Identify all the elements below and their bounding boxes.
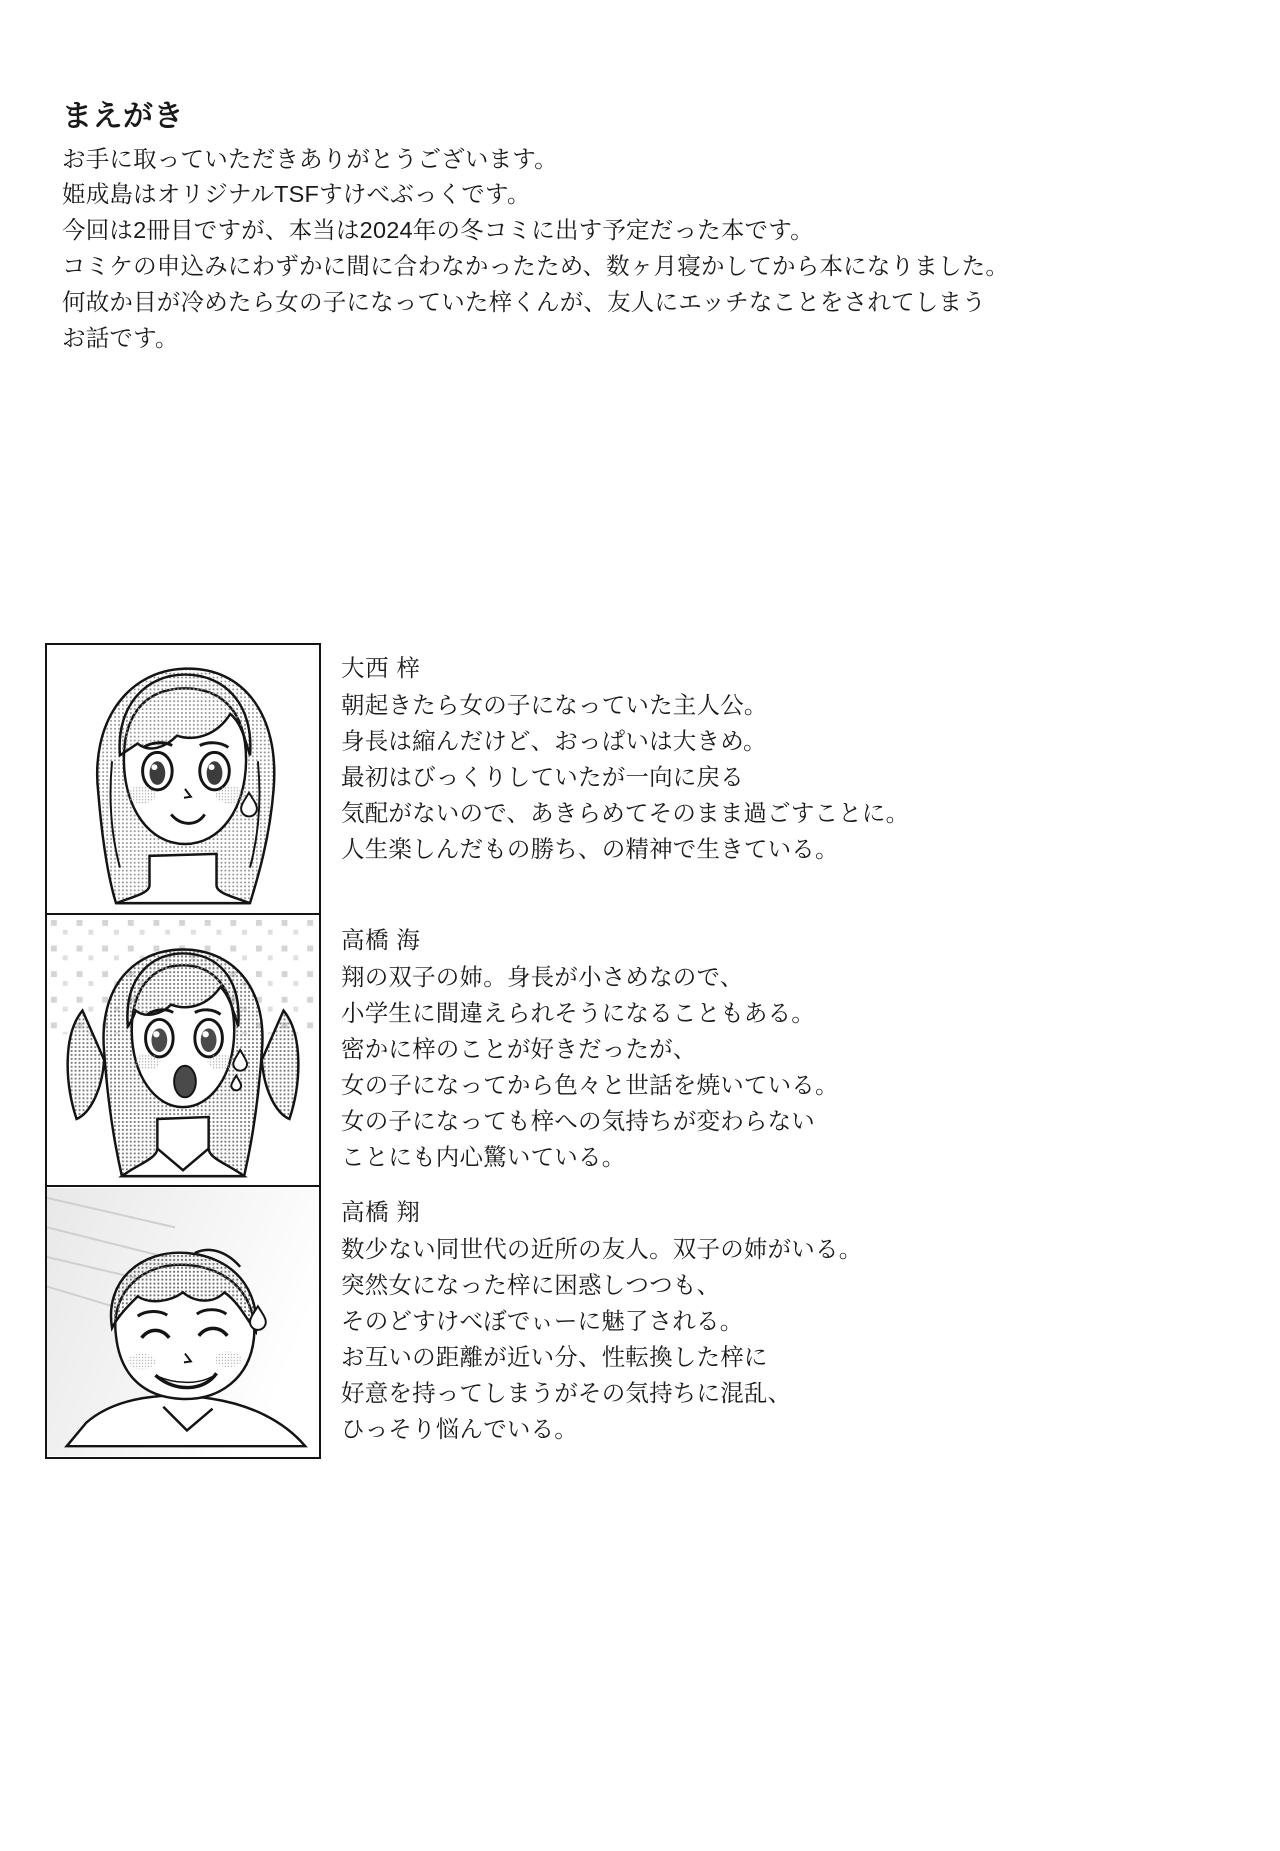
character-description-line: 数少ない同世代の近所の友人。双子の姉がいる。 <box>341 1236 863 1263</box>
character-description-line: 朝起きたら女の子になっていた主人公。 <box>341 692 768 719</box>
character-text <box>341 1187 862 1448</box>
preface-line: コミケの申込みにわずかに間に合わなかったため、数ヶ月寝かしてから本になりました。 <box>62 253 1010 280</box>
character-portrait-frame <box>45 915 321 1187</box>
character-description-line: 翔の双子の姉。身長が小さめなので、 <box>341 964 744 991</box>
character-description-line: 最初はびっくりしていたが一向に戻る <box>341 764 744 791</box>
kakeru-portrait-illustration <box>47 1187 319 1457</box>
preface-line: 姫成島はオリジナルTSFすけべぶっくです。 <box>62 181 531 208</box>
character-portrait-frame <box>45 643 321 915</box>
character-description <box>341 960 839 1176</box>
umi-portrait-illustration <box>47 915 319 1185</box>
azusa-portrait-illustration <box>47 645 319 913</box>
character-entry <box>45 643 1235 915</box>
character-description-line: 人生楽しんだもの勝ち、の精神で生きている。 <box>341 836 839 863</box>
character-entry <box>45 1187 1235 1459</box>
character-name: 高橋 翔 <box>341 1199 421 1225</box>
character-description-line: 小学生に間違えられそうになることもある。 <box>341 1000 815 1027</box>
character-description-line: 女の子になっても梓への気持ちが変わらない <box>341 1108 815 1135</box>
character-description <box>341 688 909 868</box>
preface-title: まえがき <box>62 100 184 133</box>
preface-line: お話です。 <box>62 325 179 352</box>
character-portrait-frame <box>45 1187 321 1459</box>
character-description-line: 密かに梓のことが好きだったが、 <box>341 1036 697 1063</box>
character-description-line: そのどすけべぼでぃーに魅了される。 <box>341 1308 744 1335</box>
character-description-line: ことにも内心驚いている。 <box>341 1144 626 1171</box>
preface-section <box>62 98 1162 357</box>
character-text <box>341 915 839 1176</box>
character-description <box>341 1232 862 1448</box>
character-name: 高橋 海 <box>341 927 421 953</box>
character-text <box>341 643 909 868</box>
preface-line: 今回は2冊目ですが、本当は2024年の冬コミに出す予定だった本です。 <box>62 217 814 244</box>
character-description-line: 突然女になった梓に困惑しつつも、 <box>341 1272 721 1299</box>
character-description-line: お互いの距離が近い分、性転換した梓に <box>341 1344 768 1371</box>
preface-line: 何故か目が冷めたら女の子になっていた梓くんが、友人にエッチなことをされてしまう <box>62 289 986 316</box>
character-description-line: 身長は縮んだけど、おっぱいは大きめ。 <box>341 728 767 755</box>
character-entry <box>45 915 1235 1187</box>
character-description-line: 好意を持ってしまうがその気持ちに混乱、 <box>341 1380 792 1407</box>
preface-line: お手に取っていただきありがとうございます。 <box>62 145 558 172</box>
character-profiles-section <box>45 643 1235 1459</box>
character-description-line: ひっそり悩んでいる。 <box>341 1416 578 1443</box>
character-name: 大西 梓 <box>341 655 421 681</box>
character-description-line: 気配がないので、あきらめてそのまま過ごすことに。 <box>341 800 910 827</box>
character-description-line: 女の子になってから色々と世話を焼いている。 <box>341 1072 839 1099</box>
preface-body <box>62 142 1162 358</box>
